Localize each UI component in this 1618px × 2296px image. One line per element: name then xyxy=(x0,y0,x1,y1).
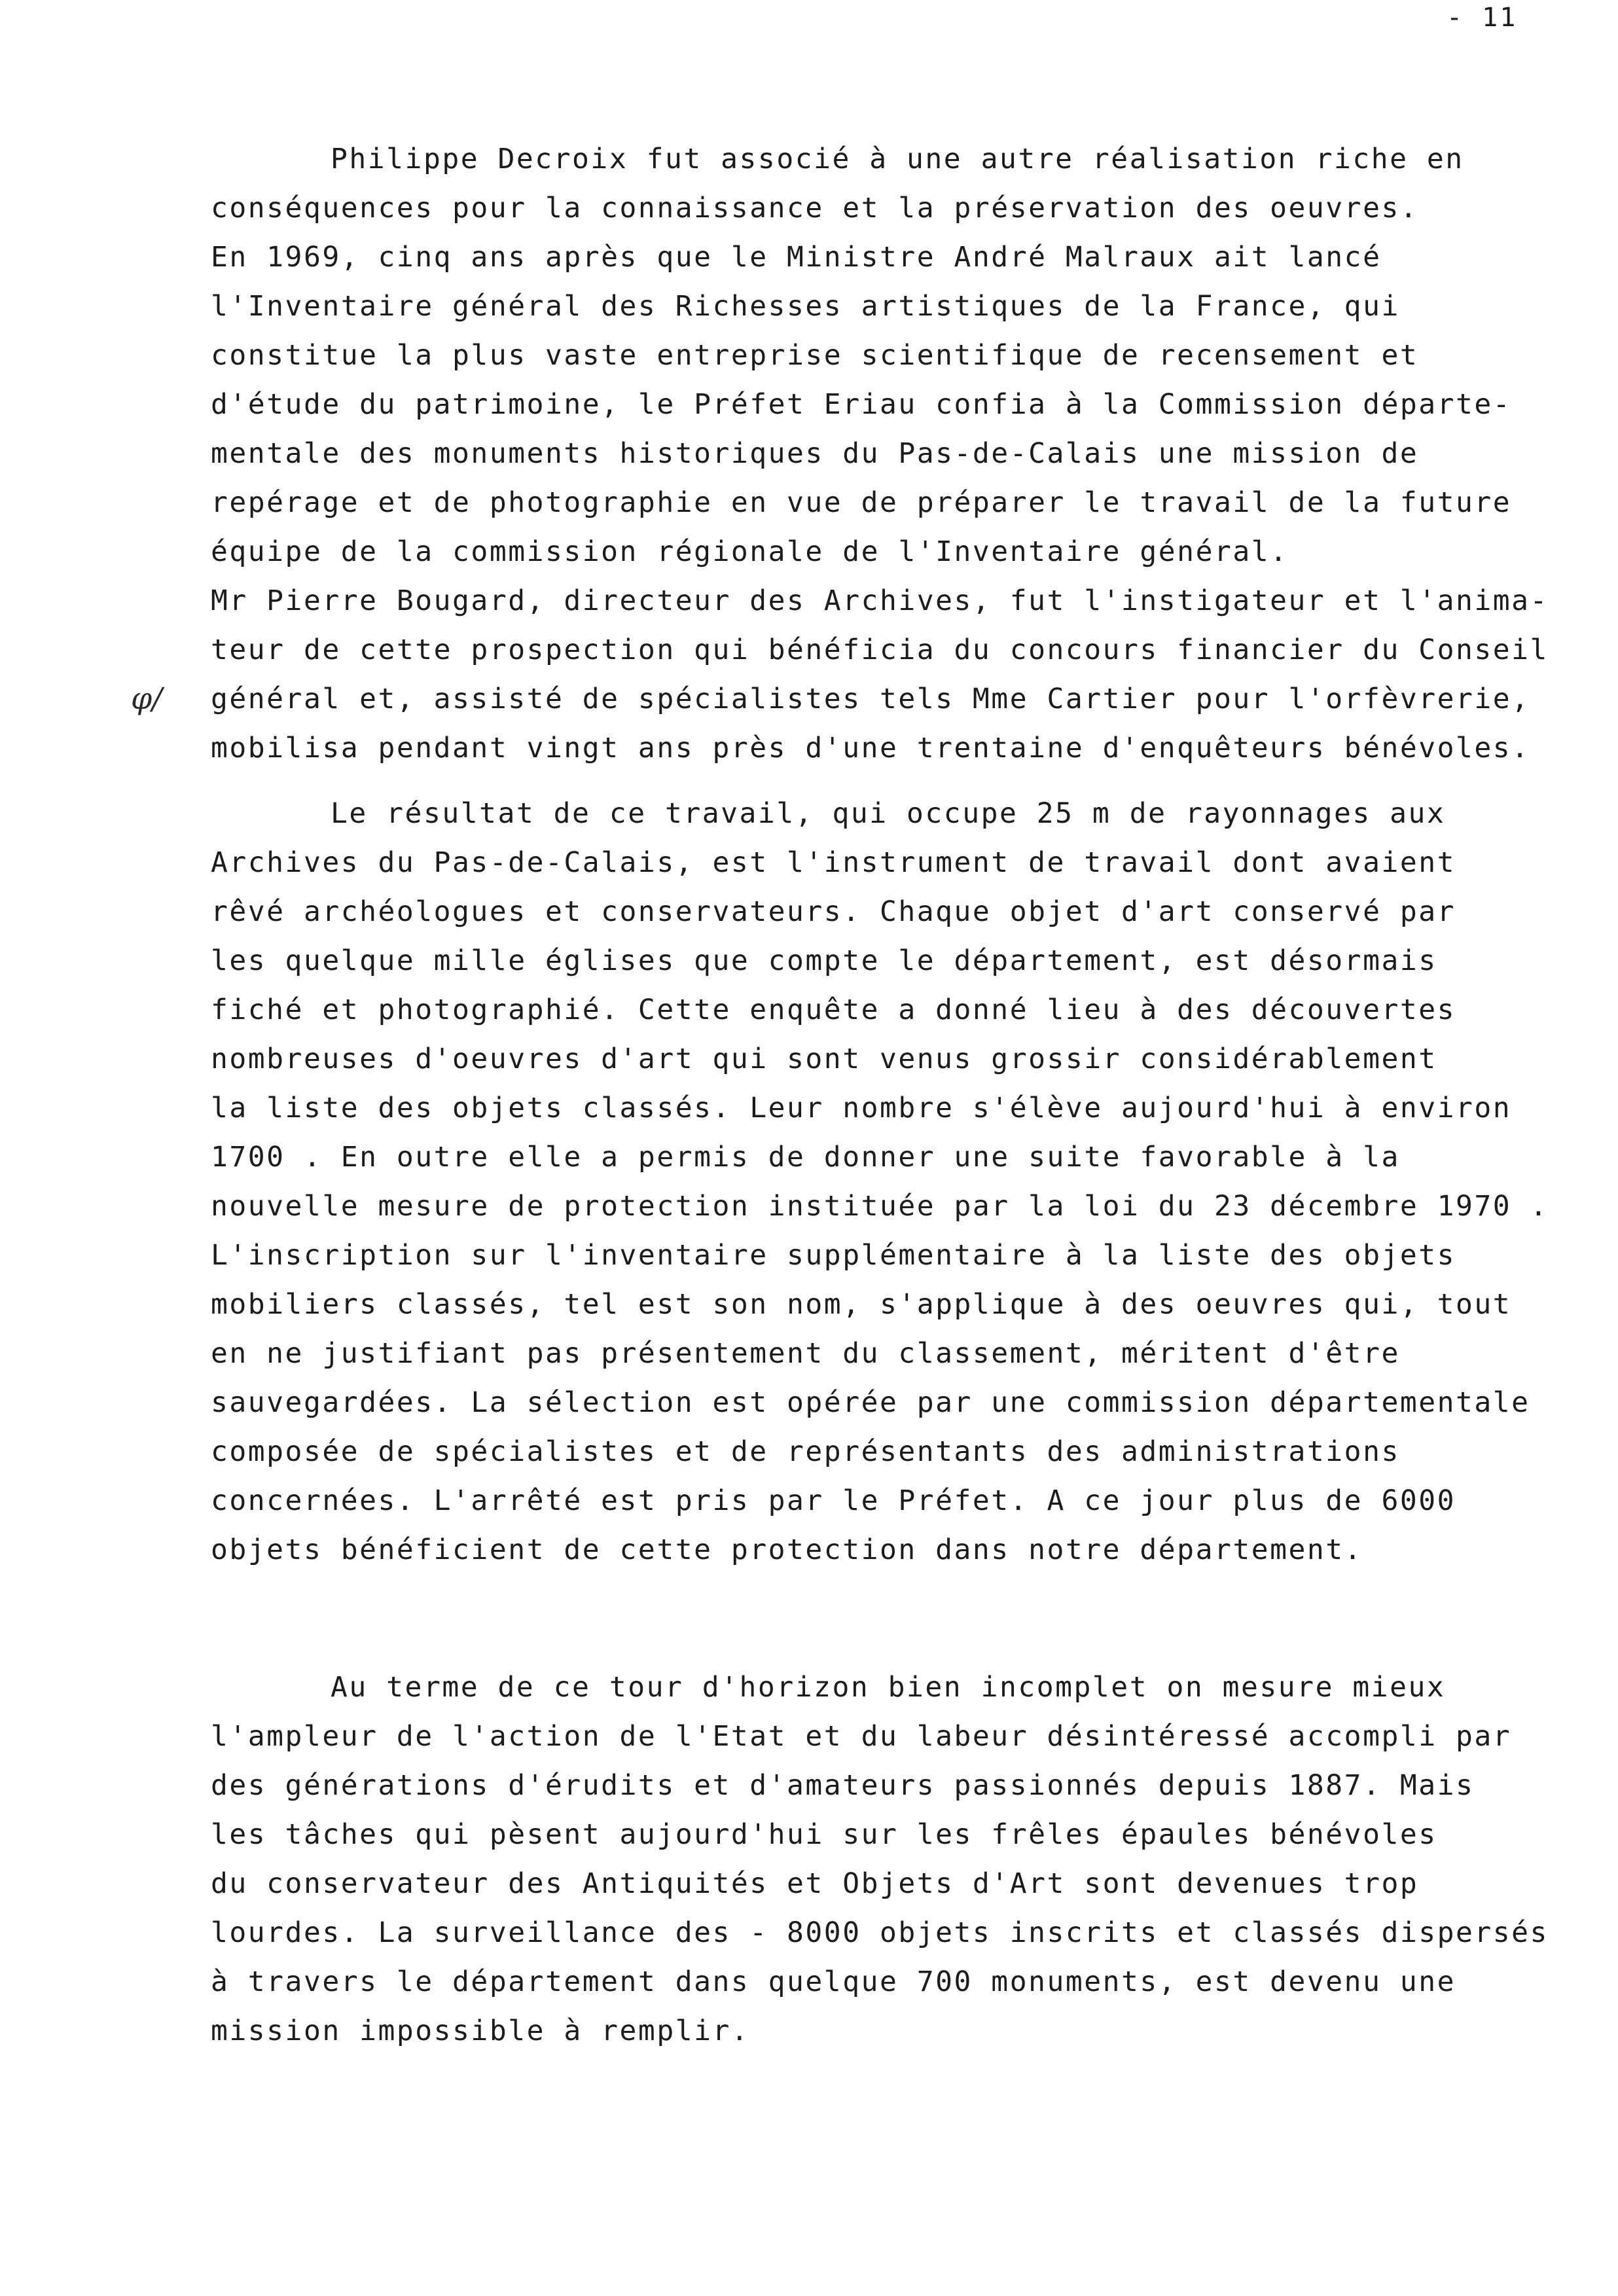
text-line: teur de cette prospection qui bénéficia du concours financier du Conseil xyxy=(211,634,1549,666)
handwritten-margin-note: φ/ xyxy=(131,681,162,716)
text-line: fiché et photographié. Cette enquête a donné lieu à des découvertes xyxy=(211,994,1456,1026)
text-line: Archives du Pas-de-Calais, est l'instrument de travail dont avaient xyxy=(211,846,1456,879)
text-line: l'ampleur de l'action de l'Etat et du labeur désintéressé accompli par xyxy=(211,1720,1512,1753)
text-line: En 1969, cinq ans après que le Ministre André Malraux ait lancé xyxy=(211,241,1382,274)
text-line: Philippe Decroix fut associé à une autre réalisation riche en xyxy=(331,143,1464,175)
text-line: à travers le département dans quelque 700 monuments, est devenu une xyxy=(211,1965,1456,1998)
text-line: équipe de la commission régionale de l'Inventaire général. xyxy=(211,535,1289,568)
page-number: - 11 xyxy=(1447,3,1518,33)
text-line: Mr Pierre Bougard, directeur des Archives, fut l'instigateur et l'anima- xyxy=(211,584,1549,617)
text-line: sauvegardées. La sélection est opérée par une commission départementale xyxy=(211,1386,1530,1419)
text-line: conséquences pour la connaissance et la préservation des oeuvres. xyxy=(211,192,1419,224)
text-line: Au terme de ce tour d'horizon bien incomplet on mesure mieux xyxy=(331,1671,1446,1704)
text-line: mission impossible à remplir. xyxy=(211,2015,750,2047)
text-line: constitue la plus vaste entreprise scientifique de recensement et xyxy=(211,339,1419,372)
text-line: en ne justifiant pas présentement du classement, méritent d'être xyxy=(211,1337,1400,1370)
text-line: nombreuses d'oeuvres d'art qui sont venus grossir considérablement xyxy=(211,1043,1437,1075)
text-line: mentale des monuments historiques du Pas-de-Calais une mission de xyxy=(211,437,1419,470)
text-line: repérage et de photographie en vue de préparer le travail de la future xyxy=(211,486,1512,519)
text-line: du conservateur des Antiquités et Objets d'Art sont devenues trop xyxy=(211,1867,1419,1900)
text-line: les quelque mille églises que compte le département, est désormais xyxy=(211,944,1437,977)
text-line: les tâches qui pèsent aujourd'hui sur les frêles épaules bénévoles xyxy=(211,1818,1437,1851)
text-line: général et, assisté de spécialistes tels Mme Cartier pour l'orfèvrerie, xyxy=(211,683,1530,715)
text-line: mobilisa pendant vingt ans près d'une trentaine d'enquêteurs bénévoles. xyxy=(211,732,1530,764)
text-line: composée de spécialistes et de représentants des administrations xyxy=(211,1435,1400,1468)
text-line: nouvelle mesure de protection instituée par la loi du 23 décembre 1970 . xyxy=(211,1190,1549,1223)
text-line: rêvé archéologues et conservateurs. Chaque objet d'art conservé par xyxy=(211,895,1456,928)
text-line: d'étude du patrimoine, le Préfet Eriau confia à la Commission départe- xyxy=(211,388,1512,421)
text-line: Le résultat de ce travail, qui occupe 25 m de rayonnages aux xyxy=(331,797,1446,830)
text-line: mobiliers classés, tel est son nom, s'applique à des oeuvres qui, tout xyxy=(211,1288,1512,1321)
text-line: l'Inventaire général des Richesses artistiques de la France, qui xyxy=(211,290,1400,323)
text-line: L'inscription sur l'inventaire supplémentaire à la liste des objets xyxy=(211,1239,1456,1272)
text-line: objets bénéficient de cette protection dans notre département. xyxy=(211,1534,1363,1566)
text-line: la liste des objets classés. Leur nombre s'élève aujourd'hui à environ xyxy=(211,1092,1512,1124)
text-line: des générations d'érudits et d'amateurs passionnés depuis 1887. Mais xyxy=(211,1769,1475,1802)
text-line: lourdes. La surveillance des - 8000 objets inscrits et classés dispersés xyxy=(211,1916,1549,1949)
text-line: concernées. L'arrêté est pris par le Préfet. A ce jour plus de 6000 xyxy=(211,1484,1456,1517)
text-line: 1700 . En outre elle a permis de donner une suite favorable à la xyxy=(211,1141,1400,1174)
